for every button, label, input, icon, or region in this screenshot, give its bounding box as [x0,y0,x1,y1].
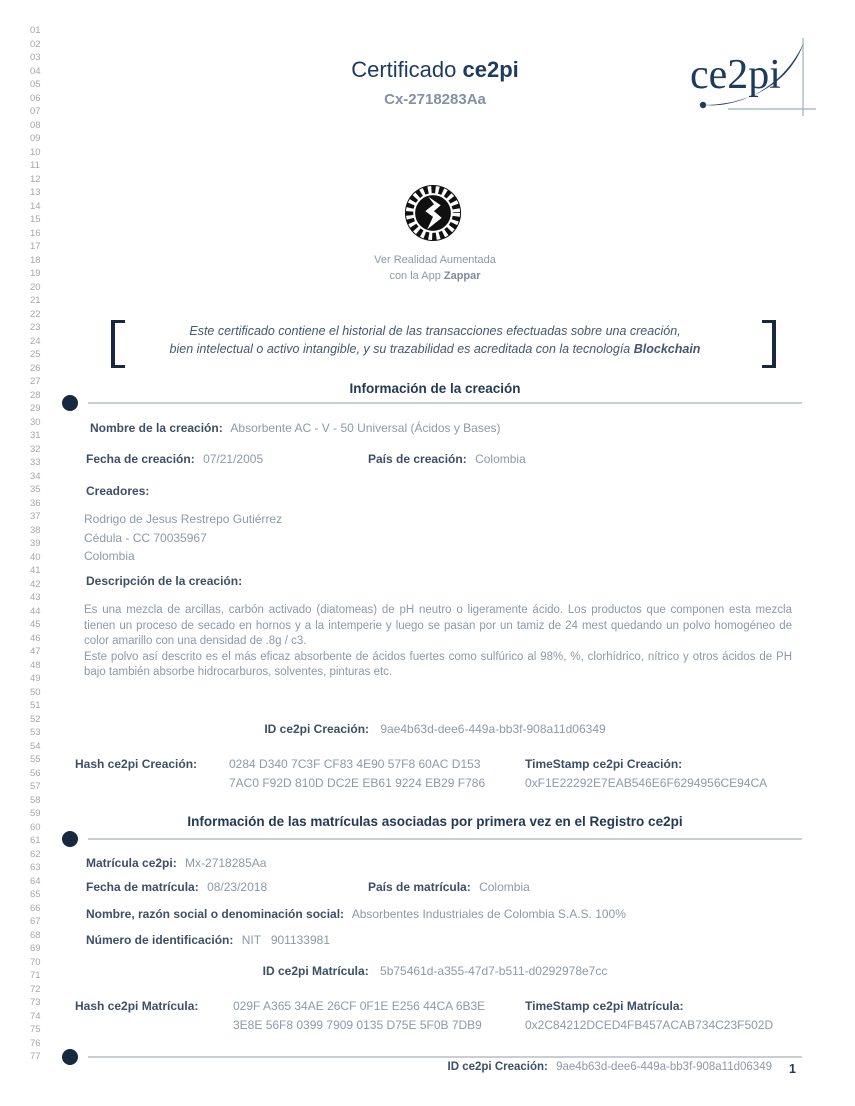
line-number: 34 [30,470,41,482]
line-number: 69 [30,943,41,954]
section-divider [88,402,802,404]
line-number: 47 [30,646,41,657]
field-label: Descripción de la creación: [86,574,243,588]
line-number: 08 [30,119,41,131]
field-value: 9ae4b63d-dee6-449a-bb3f-908a11d06349 [380,722,606,736]
field-value: Colombia [479,880,530,894]
field-label: Nombre, razón social o denominación social: [86,907,345,921]
line-number: 33 [30,457,41,468]
field-id-matricula [85,964,785,978]
hash-value: 0284 D340 7C3F CF83 4E90 57F8 60AC D153 [229,757,481,771]
line-number: 10 [30,146,41,158]
page-number: 1 [789,1062,796,1076]
footer-bullet-icon [62,1049,78,1065]
line-number: 06 [30,92,41,104]
line-number: 38 [30,524,41,536]
line-number: 01 [30,25,41,36]
field-label: Matrícula ce2pi: [86,856,177,870]
line-number: 05 [30,79,41,90]
line-number: 59 [30,808,41,819]
field-value: Colombia [475,452,526,466]
line-number: 13 [30,187,41,198]
line-number: 35 [30,484,41,495]
line-number: 43 [30,592,41,603]
field-numero-identificacion [86,933,330,947]
hash-creacion-label [75,757,202,771]
line-number: 54 [30,740,41,752]
field-value: 9ae4b63d-dee6-449a-bb3f-908a11d06349 [556,1061,772,1073]
line-number: 46 [30,632,41,644]
field-label: Fecha de matrícula: [86,880,199,894]
line-number: 73 [30,997,41,1008]
line-number: 14 [30,200,41,212]
logo-text: ce2pi [690,52,781,98]
section-title-creacion: Información de la creación [349,381,521,396]
line-number: 22 [30,308,41,320]
field-label: Fecha de creación: [86,452,195,466]
quote-blockchain: Blockchain [633,342,701,356]
line-number: 18 [30,254,41,266]
field-value: 0xF1E22292E7EAB546E6F6294956CE94CA [525,776,768,790]
creator-block [84,510,282,566]
line-number: 48 [30,659,41,671]
zappar-caption-line2 [85,270,785,282]
timestamp-creacion-value [525,776,767,790]
creator-name: Rodrigo de Jesus Restrepo Gutiérrez [84,512,283,526]
hash-matricula-line2 [233,1018,482,1032]
line-number: 19 [30,268,41,279]
line-number: 58 [30,794,41,806]
line-number: 31 [30,430,41,441]
description-paragraphs [84,603,792,681]
line-number: 56 [30,767,41,779]
line-number: 63 [30,862,41,873]
line-number: 45 [30,619,41,630]
zappar-code-icon [404,184,462,242]
hash-creacion-line2 [229,776,485,790]
field-value: Absorbente AC - V - 50 Universal (Ácidos y Bases) [230,421,501,435]
field-value: Mx-2718285Aa [185,856,267,870]
line-number: 32 [30,443,41,455]
timestamp-matricula-value [525,1018,773,1032]
section-title-matriculas: Información de las matrículas asociadas por primera vez en el Registro ce2pi [187,814,683,829]
line-number: 55 [30,754,41,765]
line-number: 25 [30,349,41,360]
line-number: 70 [30,956,41,968]
certificate-code: Cx-2718283Aa [384,91,486,108]
field-pais-matricula [368,880,530,894]
hash-creacion-line1 [229,757,481,771]
section-bullet-icon [62,395,78,411]
line-number: 15 [30,214,41,225]
line-number: 11 [30,160,40,171]
field-value: Absorbentes Industriales de Colombia S.A.S. 100% [351,907,626,921]
zappar-caption-prefix: con la App [389,270,441,282]
field-label: Hash ce2pi Creación: [75,757,198,771]
hash-value: 3E8E 56F8 0399 7909 0135 D75E 5F0B 7DB9 [233,1018,482,1032]
line-number: 72 [30,983,41,995]
line-number: 02 [30,38,41,50]
timestamp-creacion-label [525,757,687,771]
field-label: TimeStamp ce2pi Matrícula: [525,999,684,1013]
field-label: Número de identificación: [86,933,234,947]
line-number: 27 [30,376,41,387]
line-number: 52 [30,713,41,725]
page-title [85,57,785,83]
line-number: 29 [30,403,41,414]
title-brand: ce2pi [462,57,519,82]
line-number: 67 [30,916,41,927]
hash-value: 029F A365 34AE 26CF 0F1E E256 44CA 6B3E [233,999,486,1013]
line-number: 49 [30,673,41,684]
field-label: Hash ce2pi Matrícula: [75,999,199,1013]
quote-line1: Este certificado contiene el historial de las transacciones efectuadas sobre una creación, [189,324,681,338]
field-pais-creacion [368,452,526,466]
line-number: 62 [30,848,41,860]
line-number: 39 [30,538,41,549]
field-razon-social [86,907,626,921]
field-label: País de matrícula: [368,880,471,894]
line-number: 44 [30,605,41,617]
line-number: 12 [30,173,41,185]
field-value: 07/21/2005 [203,452,264,466]
field-id-creacion [85,722,785,736]
line-number: 36 [30,497,41,509]
line-numbers [30,24,41,1064]
field-nombre-creacion [90,421,501,435]
hash-matricula-line1 [233,999,485,1013]
field-creadores [86,484,154,498]
hash-value: 7AC0 F92D 810D DC2E EB61 9224 EB29 F786 [229,776,486,790]
field-label: País de creación: [368,452,467,466]
quote-line2-text: bien intelectual o activo intangible, y su trazabilidad es acreditada con la tecnología [169,342,631,356]
line-number: 65 [30,889,41,900]
line-number: 42 [30,578,41,590]
description-p1: Es una mezcla de arcillas, carbón activado (diatomeas) de pH neutro o ligeramente ácido. Los productos que componen esta mezcla tienen un proceso de secado en hornos y a la intemperie y luego se pasan por un tamiz de 24 mest quedando un polvo homogéneo de color amarillo con una densidad de .8g / c3. [84,604,792,648]
line-number: 61 [30,835,41,846]
title-regular: Certificado [351,57,457,82]
section-divider [88,838,802,840]
line-number: 71 [30,970,41,981]
line-number: 23 [30,322,41,333]
zappar-caption-line1: Ver Realidad Aumentada [374,254,496,266]
field-fecha-matricula [86,880,267,894]
field-value: 5b75461d-a355-47d7-b511-d0292978e7cc [380,964,608,978]
line-number: 57 [30,781,41,792]
field-value: 0x2C84212DCED4FB457ACAB734C23F502D [525,1018,774,1032]
line-number: 53 [30,727,41,738]
line-number: 51 [30,700,41,711]
line-number: 17 [30,241,41,252]
field-fecha-creacion [86,452,263,466]
field-value: NIT 901133981 [241,933,330,947]
field-label: Nombre de la creación: [90,421,223,435]
field-value: 08/23/2018 [207,880,268,894]
field-label: TimeStamp ce2pi Creación: [525,757,683,771]
line-number: 40 [30,551,41,563]
line-number: 64 [30,875,41,887]
line-number: 37 [30,511,41,522]
quote-line2 [85,342,785,356]
footer-divider [88,1056,802,1058]
line-number: 20 [30,281,41,293]
line-number: 24 [30,335,41,347]
section-bullet-icon [62,831,78,847]
creator-country: Colombia [84,549,135,563]
field-matricula [86,856,266,870]
line-number: 07 [30,106,41,117]
creator-id: Cédula - CC 70035967 [84,530,207,545]
line-number: 66 [30,902,41,914]
line-number: 76 [30,1037,41,1049]
line-number: 77 [30,1051,41,1062]
line-number: 28 [30,389,41,401]
zappar-app-name: Zappar [443,270,481,282]
field-label: ID ce2pi Creación: [264,722,370,736]
field-label: ID ce2pi Creación: [447,1061,548,1073]
hash-matricula-label [75,999,203,1013]
line-number: 04 [30,65,41,77]
field-label: ID ce2pi Matrícula: [262,964,369,978]
line-number: 09 [30,133,41,144]
line-number: 41 [30,565,41,576]
line-number: 68 [30,929,41,941]
line-number: 21 [30,295,41,306]
line-number: 30 [30,416,41,428]
line-number: 74 [30,1010,41,1022]
line-number: 16 [30,227,41,239]
ce2pi-logo [690,36,816,118]
footer-id-creacion [85,1061,772,1073]
field-label: Creadores: [86,484,150,498]
line-number: 26 [30,362,41,374]
timestamp-matricula-label [525,999,689,1013]
line-number: 50 [30,686,41,698]
description-p2: Este polvo así descrito es el más eficaz absorbente de ácidos fuertes como sulfúrico al 98%, %, clorhídrico, nítrico y otros ácidos de PH bajo también absorbe hidrocarburos, solventes, pinturas etc. [84,650,792,679]
field-descripcion [86,574,247,588]
line-number: 03 [30,52,41,63]
line-number: 75 [30,1024,41,1035]
line-number: 60 [30,821,41,833]
